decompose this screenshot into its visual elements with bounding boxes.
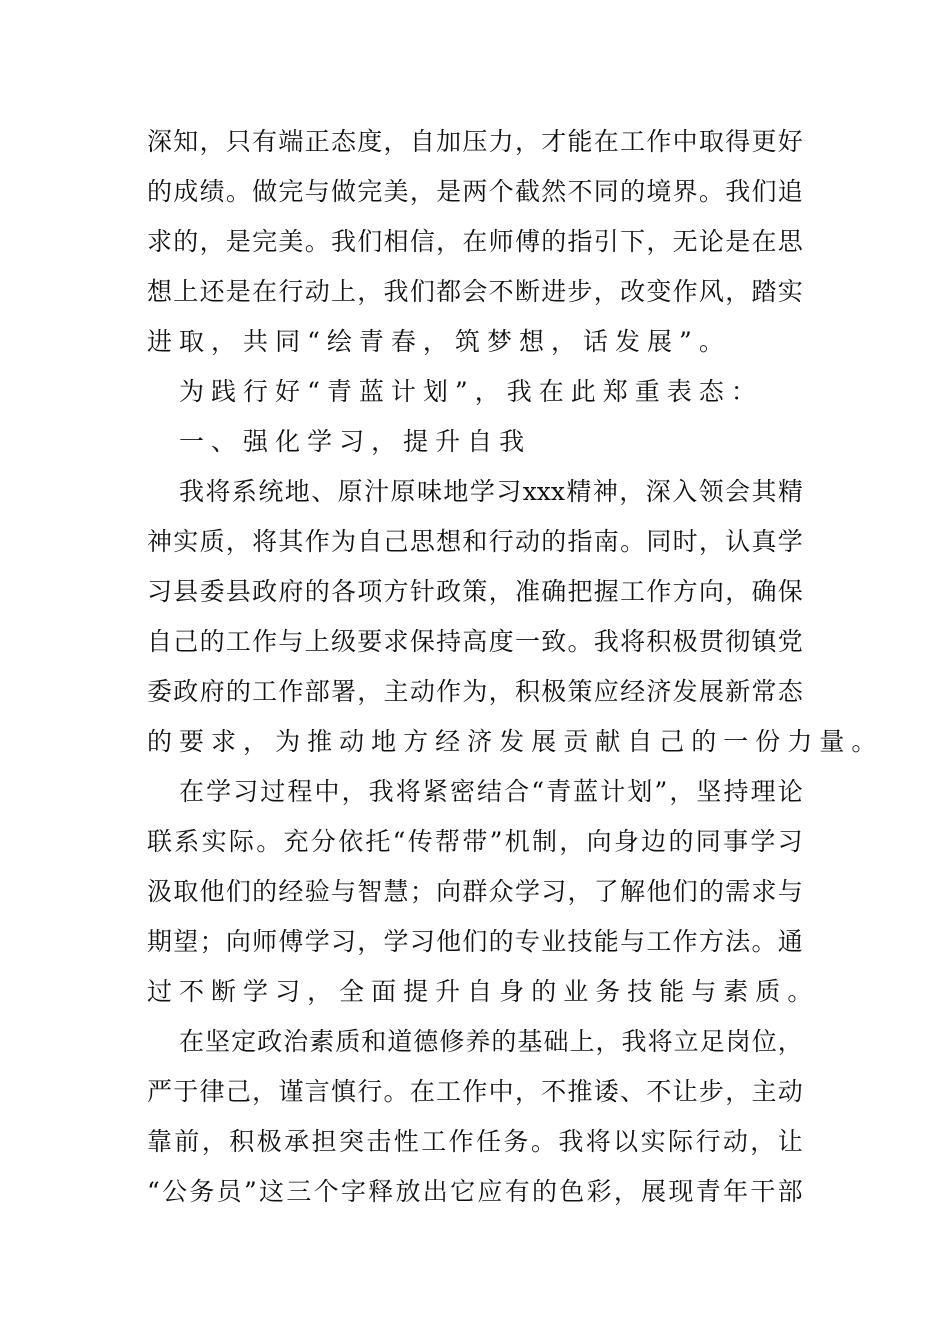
text-line: 习 县 委 县 政 府 的 各 项 方 针 政 策 ， 准 确 把 握 工 作 方 向 ， 确 保 <box>147 577 803 606</box>
text-line: 自 己 的 工 作 与 上 级 要 求 保 持 高 度 一 致 。 我 将 积 极 贯 彻 镇 党 <box>147 627 803 656</box>
document-body <box>147 117 877 1217</box>
text-line: 委 政 府 的 工 作 部 署 ， 主 动 作 为 ， 积 极 策 应 经 济 发 展 新 常 态 <box>147 677 803 706</box>
text-line: 我 将 系 统 地 、 原 汁 原 味 地 学 习 xxx 精 神 ， 深 入 领 会 其 精 <box>179 477 803 506</box>
text-line: 汲 取 他 们 的 经 验 与 智 慧 ； 向 群 众 学 习 ， 了 解 他 们 的 需 求 与 <box>147 877 803 906</box>
text-line: 在 坚 定 政 治 素 质 和 道 德 修 养 的 基 础 上 ， 我 将 立 足 岗 位 ， <box>179 1027 803 1056</box>
text-line: 的 成 绩 。 做 完 与 做 完 美 ， 是 两 个 截 然 不 同 的 境 界 。 我 们 追 <box>147 177 803 206</box>
text-line: 求 的 ， 是 完 美 。 我 们 相 信 ， 在 师 傅 的 指 引 下 ， 无 论 是 在 思 <box>147 227 803 256</box>
text-line: 在 学 习 过 程 中 ， 我 将 紧 密 结 合 “ 青 蓝 计 划 ” ， 坚 持 理 论 <box>179 777 803 806</box>
text-line: 期 望 ； 向 师 傅 学 习 ， 学 习 他 们 的 专 业 技 能 与 工 作 方 法 。 通 <box>147 927 803 956</box>
text-line: “ 公 务 员 ” 这 三 个 字 释 放 出 它 应 有 的 色 彩 ， 展 现 青 年 干 部 <box>147 1177 803 1206</box>
text-line: 想 上 还 是 在 行 动 上 ， 我 们 都 会 不 断 进 步 ， 改 变 作 风 ， 踏 实 <box>147 277 803 306</box>
text-line: 为 践 行 好 “ 青 蓝 计 划 ” ， 我 在 此 郑 重 表 态 ： <box>179 377 756 406</box>
text-line: 联 系 实 际 。 充 分 依 托 “ 传 帮 带 ” 机 制 ， 向 身 边 的 同 事 学 习 <box>147 827 803 856</box>
text-line: 过 不 断 学 习 ， 全 面 提 升 自 身 的 业 务 技 能 与 素 质 。 <box>147 977 813 1006</box>
text-line: 神 实 质 ， 将 其 作 为 自 己 思 想 和 行 动 的 指 南 。 同 时 ， 认 真 学 <box>147 527 803 556</box>
section-heading: 一 、 强 化 学 习 ， 提 升 自 我 <box>179 427 525 456</box>
text-line: 的 要 求 ， 为 推 动 地 方 经 济 发 展 贡 献 自 己 的 一 份 力 量 。 <box>147 727 877 756</box>
text-line: 进 取 ， 共 同 “ 绘 青 春 ， 筑 梦 想 ， 话 发 展 ” 。 <box>147 327 724 356</box>
text-line: 靠 前 ， 积 极 承 担 突 击 性 工 作 任 务 。 我 将 以 实 际 行 动 ， 让 <box>147 1127 803 1156</box>
text-line: 深 知 ， 只 有 端 正 态 度 ， 自 加 压 力 ， 才 能 在 工 作 中 取 得 更 好 <box>147 127 803 156</box>
text-line: 严 于 律 己 ， 谨 言 慎 行 。 在 工 作 中 ， 不 推 诿 、 不 让 步 ， 主 动 <box>147 1077 803 1106</box>
